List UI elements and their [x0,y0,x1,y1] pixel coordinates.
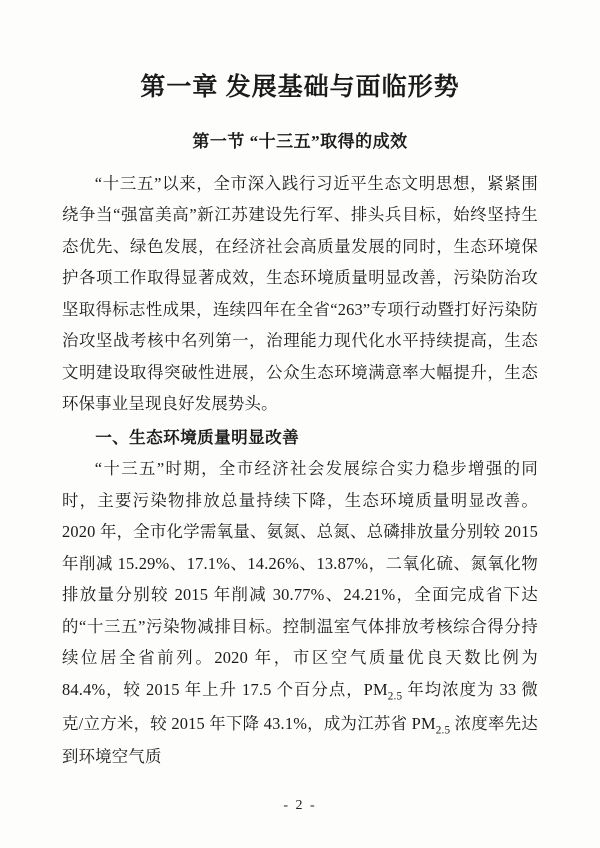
pm25-subscript-1: 2.5 [387,690,403,703]
paragraph-overview: “十三五”以来，全市深入践行习近平生态文明思想，紧紧围绕争当“强富美高”新江苏建设先行军、排头兵目标，始终坚持生态优先、绿色发展，在经济社会高质量发展的同时，生态环境保护各项工作取得显著成效，生态环境质量明显改善，污染防治攻坚取得标志性成果，连续四年在全省“263”专项行动暨打好污染防治攻坚战考核中名列第一，治理能力现代化水平持续提高，生态文明建设取得突破性进展，公众生态环境满意率大幅提升，生态环保事业呈现良好发展势头。 [62,173,538,413]
paragraph-environment-quality [62,453,538,772]
page-number: - 2 - [283,798,317,813]
chapter-title: 第一章 发展基础与面临形势 [140,74,460,101]
section-title: 第一节 “十三五”取得的成效 [192,131,408,151]
paragraph-segment-3: 浓度率先达到环境空气质 [62,713,538,767]
paragraph-segment-2: 年均浓度为 33 微克/立方米，较 2015 年下降 43.1%，成为江苏省 PM [62,679,538,733]
paragraph-segment-1: “十三五”时期，全市经济社会发展综合实力稳步增强的同时，主要污染物排放总量持续下降，生态环境质量明显改善。2020 年，全市化学需氧量、氨氮、总氮、总磷排放量分别较 2015 年削减 15.29%、17.1%、14.26%、13.87%，二氧化硫、氮氧化物排放量分别较 2015 年削减 30.77%、24.21%，全面完成省下达的“十三五”污染物减排目标。控制温室气体排放考核综合得分持续位居全省前列。2020 年，市区空气质量优良天数比例为 84.4%，较 2015 年上升 17.5 个百分点，PM [62,459,538,699]
pm25-subscript-2: 2.5 [435,723,451,736]
sub-heading-environment-quality: 一、生态环境质量明显改善 [95,427,300,447]
